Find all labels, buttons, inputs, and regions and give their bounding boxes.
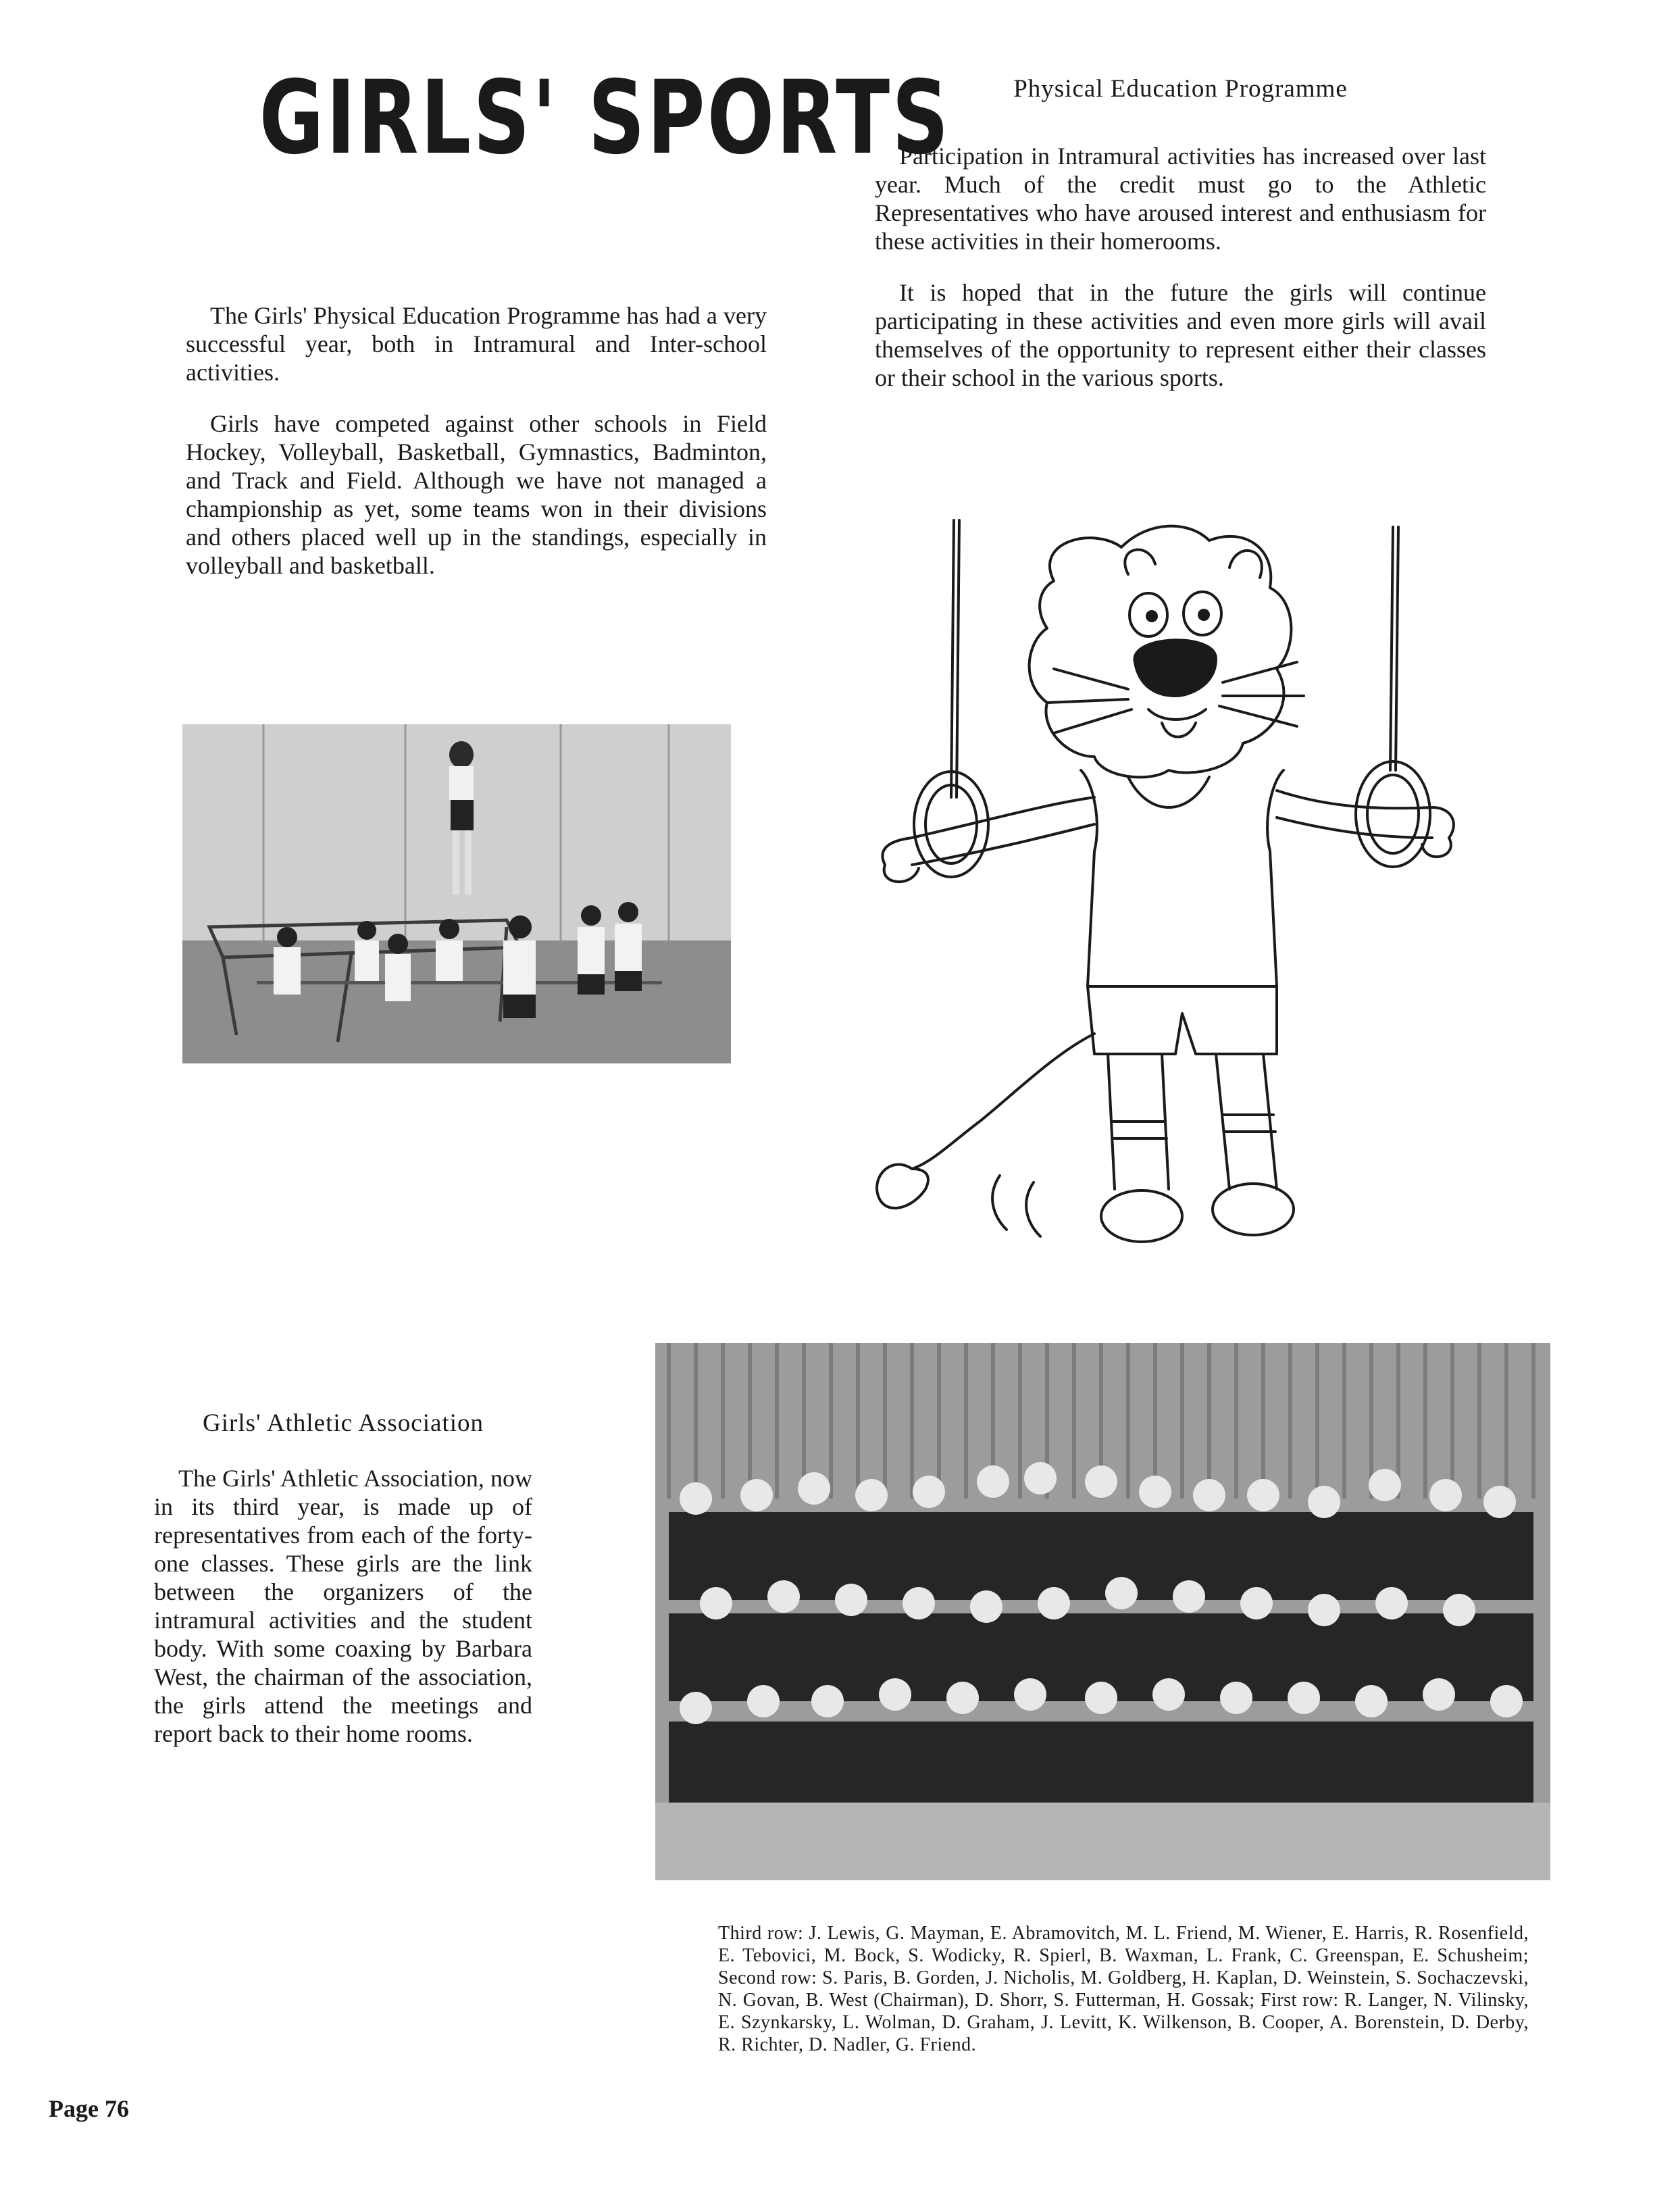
pe-paragraph-1: Participation in Intramural activities has increased over last year. Much of the credit must go to the Athletic Representatives who have aroused interest and enthusiasm for these activities in their homerooms.: [875, 143, 1486, 255]
intro-paragraph-2: Girls have competed against other schools in Field Hockey, Volleyball, Basketball, Gymnastics, Badminton, and Track and Field. Although we have not managed a championship as yet, some teams won in their divisions and others placed well up in the standings, especially in volleyball and basketball.: [186, 410, 767, 579]
trampoline-photo: [182, 724, 731, 1063]
group-photo-image: [655, 1343, 1550, 1880]
lion-mascot-icon: [811, 500, 1500, 1257]
pe-heading: Physical Education Programme: [1013, 75, 1348, 103]
page-title: GIRLS' SPORTS: [259, 59, 951, 177]
pe-section: [875, 74, 1486, 415]
gaa-heading: Girls' Athletic Association: [203, 1409, 484, 1437]
pe-paragraph-2: It is hoped that in the future the girls will continue participating in these activities and even more girls will avail themselves of the opportunity to represent either their classes or their school in the various sports.: [875, 279, 1486, 391]
group-photo: [655, 1343, 1550, 1880]
trampoline-photo-image: [182, 724, 731, 1063]
group-photo-caption: Third row: J. Lewis, G. Mayman, E. Abramovitch, M. L. Friend, M. Wiener, E. Harris, R. Rosenfield, E. Tebovici, M. Bock, S. Wodicky, R. Spierl, B. Waxman, L. Frank, C. Greenspan, E. Schusheim; Second row: S. Paris, B. Gorden, J. Nicholis, M. Goldberg, H. Kaplan, D. Weinstein, S. Sochaczevski, N. Govan, B. West (Chairman), D. Shorr, S. Futterman, H. Gossak; First row: R. Langer, N. Vilinsky, E. Szynkarsky, L. Wolman, D. Graham, J. Levitt, K. Wilkenson, B. Cooper, A. Borenstein, D. Derby, R. Richter, D. Nadler, G. Friend.: [718, 1923, 1529, 2055]
gaa-section: [154, 1409, 532, 1771]
lion-mascot: [811, 500, 1500, 1257]
gaa-paragraph-1: The Girls' Athletic Association, now in its third year, is made up of representatives from each of the forty-one classes. These girls are the link between the organizers of the intramural activities and the student body. With some coaxing by Barbara West, the chairman of the association, the girls attend the meetings and report back to their home rooms.: [154, 1465, 532, 1747]
intro-paragraph-1: The Girls' Physical Education Programme has had a very successful year, both in Intramural and Inter-school activities.: [186, 302, 767, 386]
intro-section: [186, 301, 767, 603]
page-number: Page 76: [49, 2095, 129, 2122]
